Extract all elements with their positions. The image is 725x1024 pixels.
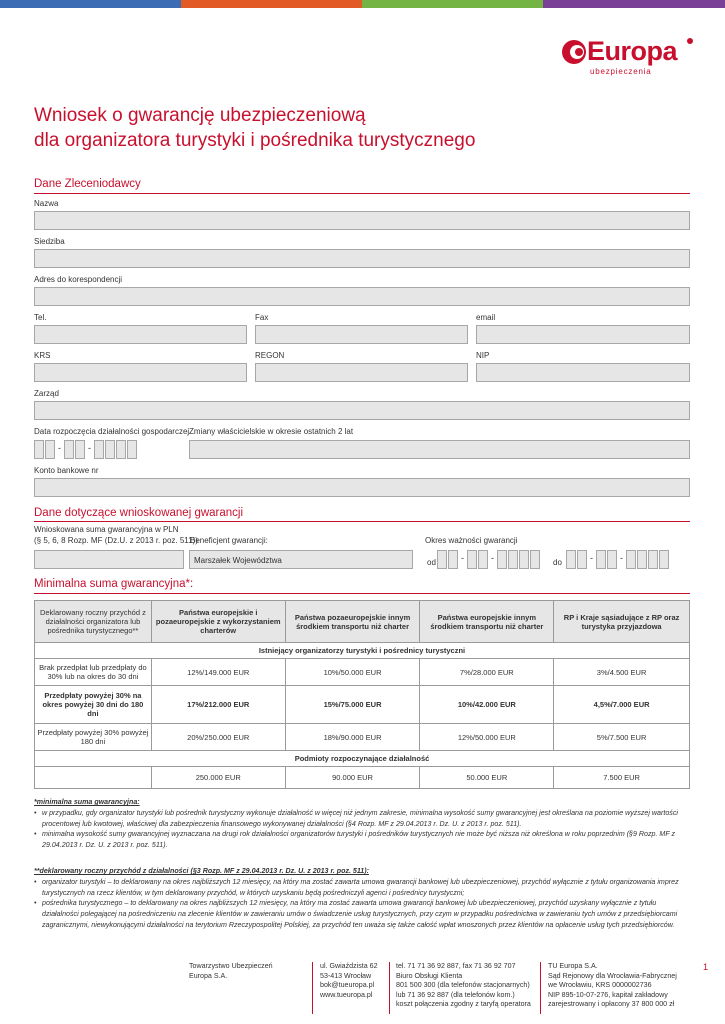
footer-divider [540,962,541,1014]
table-cell: 12%/50.000 EUR [420,724,554,751]
footer-divider [389,962,390,1014]
footer-email-link[interactable]: bok@tueuropa.pl [320,981,375,990]
europa-logo [560,34,700,74]
note-bullet: • w przypadku, gdy organizator turystyki lub pośrednik turystyczny wykonuje działalność w więcej niż jednym zakresie, minimalna wysokość sumy gwarancyjnej jest określana na poziomie wyższej wartości procentowej lub kwotowej, właściwej dla zabezpieczenia finansowego wykonywanej działalności (§4 Rozp. MF z 29.04.2013 r. Dz. U. z 2013 r. poz. 511). [34,808,694,830]
nazwa-label: Nazwa [34,199,59,208]
bank-account-field[interactable] [34,478,690,497]
table-cell: Przedpłaty powyżej 30% powyżej 180 dni [35,724,152,751]
note-bullet: • pośrednika turystycznego – to deklarowany na okres najbliższych 12 miesięcy, na który ma zostać zawarta umowa gwarancji bankowej lub ubezpieczeniowej, przychód uzyskany wyłącznie z tytułu działalności polegającej na pośredniczeniu na zlecenie klientów w zawieraniu umów o świadczenie usług turystycznych, przy czym w przypadku pośrednictwa w zawieraniu tych umów z przedsiębiorcami zagranicznymi, niewykonującymi działalności na terytorium Rzeczypospolitej Polskiej, za przychód ten uważa się także całość wpłat wnoszonych przez klientów na opłacenie usług tych przedsiębiorców. [34,898,694,930]
footer-company [189,962,273,981]
section-heading-guarantee: Dane dotyczące wnioskowanej gwarancji [34,507,244,519]
table-row [35,724,690,751]
date-cell[interactable] [105,440,115,459]
date-cell[interactable] [127,440,137,459]
table-cell: Przedpłaty powyżej 30% na okres powyżej 30 dni do 180 dni [35,686,152,724]
date-separator: - [58,443,61,453]
date-cell[interactable] [508,550,518,569]
footer-line: NIP 895-10-07-276, kapitał zakładowy [548,990,668,999]
table-cell: 20%/250.000 EUR [151,724,285,751]
note-bullet: • organizator turystyki – to deklarowany na okres najbliższych 12 miesięcy, na który ma zostać zawarta umowa gwarancji bankowej lub ubezpieczeniowej, przychód wyłącznie z tytułu organizowania imprez turystycznych na rzecz klientów, w tym deklarowany przychód, w których uzyskaniu będą pośredniczyli agenci i pośrednicy turystyczni; [34,877,694,899]
date-separator: - [620,553,623,563]
title-line-1: Wniosek o gwarancję ubezpieczeniową [34,105,366,126]
krs-label: KRS [34,351,51,360]
email-field[interactable] [476,325,690,344]
tel-label: Tel. [34,313,47,322]
beneficiary-field[interactable]: Marszałek Województwa [189,550,413,569]
notes-revenue [34,866,694,931]
table-header-cell: RP i Kraje sąsiadujące z RP oraz turystyka przyjazdowa [554,601,690,643]
footer-contact [396,962,531,1010]
footer-line: zarejestrowany i opłacony 37 800 000 zł [548,1000,675,1009]
date-cell[interactable] [596,550,606,569]
fax-field[interactable] [255,325,468,344]
start-date-label: Data rozpoczęcia działalności gospodarczej [34,427,190,436]
date-cell[interactable] [530,550,540,569]
siedziba-label: Siedziba [34,237,65,246]
ownership-changes-label: Zmiany właścicielskie w okresie ostatnich 2 lat [189,427,354,436]
date-cell[interactable] [626,550,636,569]
table-cell: 17%/212.000 EUR [151,686,285,724]
table-row [35,767,690,789]
table-cell: 3%/4.500 EUR [554,659,690,686]
table-header-cell: Państwa europejskie innym środkiem transportu niż charter [420,601,554,643]
table-group-label: Istniejący organizatorzy turystyki i pośrednicy turystyczni [35,643,690,659]
topbar-green [362,0,543,8]
page-title [34,103,684,153]
footer-line: we Wrocławiu, KRS 0000002736 [548,981,652,990]
date-separator: - [461,553,464,563]
siedziba-field[interactable] [34,249,690,268]
footer-registry [548,962,677,1010]
date-cell[interactable] [34,440,44,459]
table-header-cell: Deklarowany roczny przychód z działalności organizatora lub pośrednika turystycznego** [35,601,152,643]
table-cell [35,767,152,789]
table-cell: 10%/42.000 EUR [420,686,554,724]
date-cell[interactable] [45,440,55,459]
topbar-purple [543,0,725,8]
table-cell: 5%/7.500 EUR [554,724,690,751]
topbar-orange [181,0,362,8]
tel-field[interactable] [34,325,247,344]
sum-label-legal: (§ 5, 6, 8 Rozp. MF (Dz.U. z 2013 r. poz. 511)) [34,536,198,545]
table-group-row [35,643,690,659]
adres-field[interactable] [34,287,690,306]
note-heading: *minimalna suma gwarancyjna: [34,798,140,806]
table-cell: 250.000 EUR [151,767,285,789]
note-bullet: • minimalna wysokość sumy gwarancyjnej wyznaczana na drugi rok działalności organizatorów turystyki i pośredników turystycznych nie może być niższa niż określona w roku poprzednim (§9 Rozp. MF z 29.04.2013 r. Dz. U. z 2013 r. poz. 511). [34,829,694,851]
section-divider [34,521,690,522]
bank-account-label: Konto bankowe nr [34,466,99,475]
email-label: email [476,313,496,322]
table-cell: 15%/75.000 EUR [285,686,420,724]
date-cell[interactable] [659,550,669,569]
sum-field[interactable] [34,550,184,569]
table-cell: 7%/28.000 EUR [420,659,554,686]
date-cell[interactable] [467,550,477,569]
table-cell: 10%/50.000 EUR [285,659,420,686]
footer-line: TU Europa S.A. [548,962,598,970]
table-cell: 7.500 EUR [554,767,690,789]
date-cell[interactable] [566,550,576,569]
zarzad-field[interactable] [34,401,690,420]
from-label: od [427,558,436,567]
logo-subtitle: ubezpieczenia [590,67,652,76]
logo-wordmark: Europa [587,36,678,66]
date-cell[interactable] [116,440,126,459]
date-cell[interactable] [94,440,104,459]
date-cell[interactable] [577,550,587,569]
footer-line: lub 71 36 92 887 (dla telefonów kom.) [396,990,515,999]
regon-label: REGON [255,351,285,360]
regon-field[interactable] [255,363,468,382]
table-cell: Brak przedpłat lub przedpłaty do 30% lub na okres do 30 dni [35,659,152,686]
date-cell[interactable] [637,550,647,569]
footer-line: koszt połączenia zgodny z taryfą operatora [396,1000,531,1009]
topbar-blue [0,0,181,8]
section-divider [34,193,690,194]
date-cell[interactable] [519,550,529,569]
date-cell[interactable] [478,550,488,569]
table-group-label: Podmioty rozpoczynające działalność [35,751,690,767]
europa-logo-icon [560,38,588,66]
title-line-2: dla organizatora turystyki i pośrednika turystycznego [34,130,476,151]
date-separator: - [88,443,91,453]
min-sum-table [34,600,690,789]
section-divider [34,593,690,594]
table-cell: 12%/149.000 EUR [151,659,285,686]
footer-website-link[interactable]: www.tueuropa.pl [320,990,373,999]
table-header-cell: Państwa pozaeuropejskie innym środkiem transportu niż charter [285,601,420,643]
table-cell: 18%/90.000 EUR [285,724,420,751]
nip-field[interactable] [476,363,690,382]
table-header-cell: Państwa europejskie i pozaeuropejskie z wykorzystaniem charterów [151,601,285,643]
table-cell: 90.000 EUR [285,767,420,789]
footer-line: Europa S.A. [189,971,228,980]
footer-line: Sąd Rejonowy dla Wrocławia-Fabrycznej [548,971,677,980]
fax-label: Fax [255,313,269,322]
table-header-row [35,601,690,643]
logo-dot [687,38,693,44]
notes-min-sum [34,797,694,851]
date-cell[interactable] [75,440,85,459]
footer-line: Biuro Obsługi Klienta [396,971,463,980]
footer-line: 801 500 300 (dla telefonów stacjonarnych) [396,981,530,990]
krs-field[interactable] [34,363,247,382]
beneficiary-label: Beneficjent gwarancji: [190,536,268,545]
footer-line: tel. 71 71 36 92 887, fax 71 36 92 707 [396,962,516,970]
date-cell[interactable] [437,550,447,569]
to-label: do [553,558,562,567]
footer-line: ul. Gwiaździsta 62 [320,962,378,970]
date-separator: - [491,553,494,563]
table-row [35,659,690,686]
date-cell[interactable] [648,550,658,569]
date-cell[interactable] [64,440,74,459]
date-separator: - [590,553,593,563]
table-row [35,686,690,724]
date-cell[interactable] [607,550,617,569]
table-cell: 50.000 EUR [420,767,554,789]
date-cell[interactable] [497,550,507,569]
nip-label: NIP [476,351,490,360]
top-color-bar [0,0,725,8]
page-number: 1 [703,962,709,972]
footer-line: 53-413 Wrocław [320,971,372,980]
footer-address [320,962,378,1000]
zarzad-label: Zarząd [34,389,59,398]
section-heading-min-sum: Minimalna suma gwarancyjna*: [34,578,194,590]
nazwa-field[interactable] [34,211,690,230]
date-cell[interactable] [448,550,458,569]
validity-label: Okres ważności gwarancji [425,536,518,545]
footer-line: Towarzystwo Ubezpieczeń [189,962,273,970]
section-heading-client: Dane Zleceniodawcy [34,178,141,190]
adres-label: Adres do korespondencji [34,275,123,284]
table-cell: 4,5%/7.000 EUR [554,686,690,724]
ownership-changes-field[interactable] [189,440,690,459]
note-heading: **deklarowany roczny przychód z działalności (§3 Rozp. MF z 29.04.2013 r. Dz. U. z 2013 r. poz. 511): [34,867,369,875]
footer-divider [312,962,313,1014]
table-group-row [35,751,690,767]
sum-label: Wnioskowana suma gwarancyjna w PLN [34,525,179,534]
